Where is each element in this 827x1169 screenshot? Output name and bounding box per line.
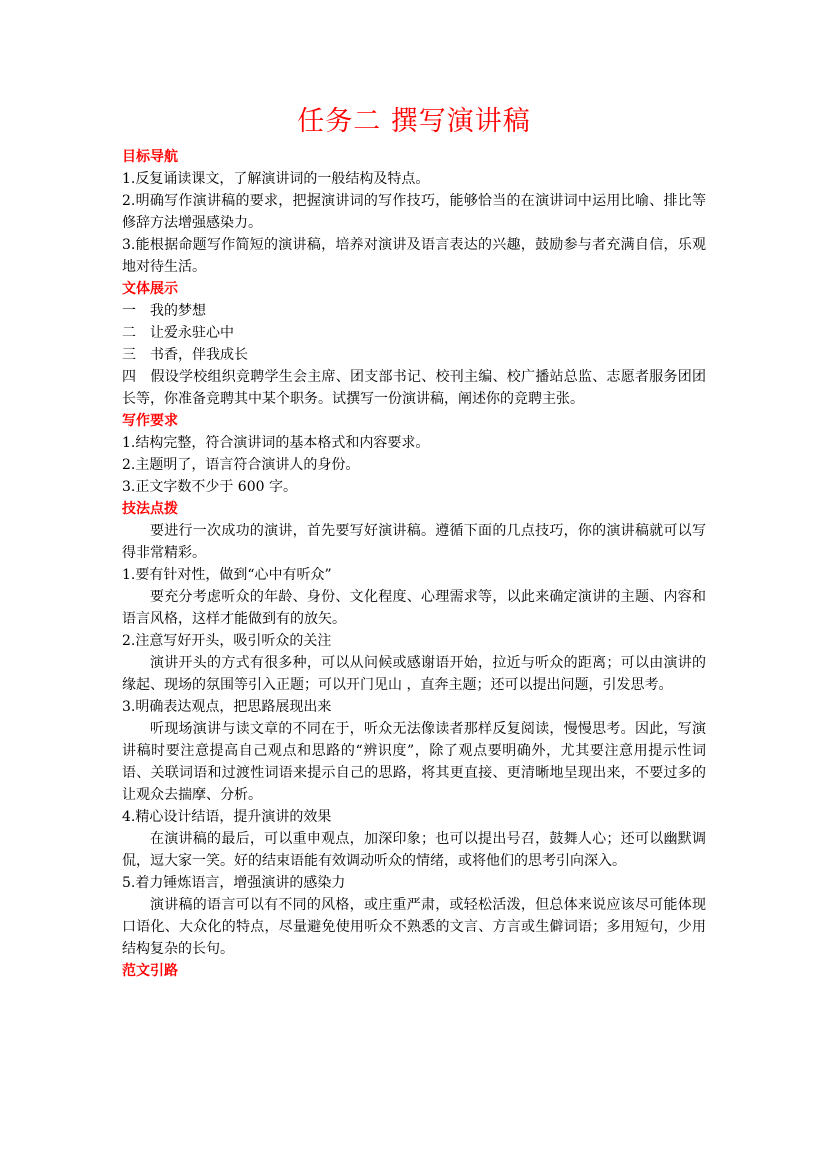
tip-body: 要充分考虑听众的年龄、身份、文化程度、心理需求等，以此来确定演讲的主题、内容和语言风格，这样才能做到有的放矢。 [122, 589, 706, 627]
document-page [122, 100, 706, 982]
section-heading-tips: 技法点拨 [122, 501, 178, 517]
tip-body: 听现场演讲与读文章的不同在于，听众无法像读者那样反复阅读，慢慢思考。因此，写演讲稿时要注意提高自己观点和思路的“辨识度”，除了观点要明确外，尤其要注意用提示性词语、关联词语和过渡性词语来提示自己的思路，将其更直接、更清晰地呈现出来，不要过多的让观众去揣摩、分析。 [122, 721, 706, 803]
topic-item: 一 我的梦想 [122, 303, 206, 319]
tips-intro: 要进行一次成功的演讲，首先要写好演讲稿。遵循下面的几点技巧，你的演讲稿就可以写得非常精彩。 [122, 523, 706, 561]
tip-title: 2.注意写好开头，吸引听众的关注 [122, 633, 332, 649]
topic-item: 四 假设学校组织竞聘学生会主席、团支部书记、校刊主编、校广播站总监、志愿者服务团团长等，你准备竞聘其中某个职务。试撰写一份演讲稿，阐述你的竞聘主张。 [122, 369, 706, 407]
page-title: 任务二 撰写演讲稿 [297, 106, 531, 137]
requirement-item: 3.正文字数不少于 600 字。 [122, 479, 297, 495]
section-heading-requirements: 写作要求 [122, 413, 178, 429]
goal-item: 1.反复诵读课文，了解演讲词的一般结构及特点。 [122, 171, 430, 187]
requirement-item: 2.主题明了，语言符合演讲人的身份。 [122, 457, 360, 473]
section-heading-sample: 范文引路 [122, 963, 178, 979]
goal-item: 3.能根据命题写作简短的演讲稿，培养对演讲及语言表达的兴趣，鼓励参与者充满自信，乐观地对待生活。 [122, 237, 706, 275]
section-heading-goals: 目标导航 [122, 149, 178, 165]
tip-title: 3.明确表达观点，把思路展现出来 [122, 699, 332, 715]
requirement-item: 1.结构完整，符合演讲词的基本格式和内容要求。 [122, 435, 430, 451]
tip-body: 演讲开头的方式有很多种，可以从问候或感谢语开始，拉近与听众的距离；可以由演讲的缘起、现场的氛围等引入正题；可以开门见山 ，直奔主题；还可以提出问题，引发思考。 [122, 655, 706, 693]
tip-body: 演讲稿的语言可以有不同的风格，或庄重严肃，或轻松活泼，但总体来说应该尽可能体现口语化、大众化的特点，尽量避免使用听众不熟悉的文言、方言或生僻词语；多用短句，少用结构复杂的长句。 [122, 897, 706, 957]
topic-item: 三 书香，伴我成长 [122, 347, 248, 363]
section-heading-topics: 文体展示 [122, 281, 178, 297]
goal-item: 2.明确写作演讲稿的要求，把握演讲词的写作技巧，能够恰当的在演讲词中运用比喻、排比等修辞方法增强感染力。 [122, 193, 706, 231]
tip-title: 5.着力锤炼语言，增强演讲的感染力 [122, 875, 346, 891]
tip-title: 1.要有针对性，做到“心中有听众” [122, 567, 332, 583]
tip-title: 4.精心设计结语，提升演讲的效果 [122, 809, 332, 825]
tip-body: 在演讲稿的最后，可以重申观点，加深印象；也可以提出号召，鼓舞人心；还可以幽默调侃，逗大家一笑。好的结束语能有效调动听众的情绪，或将他们的思考引向深入。 [122, 831, 706, 869]
topic-item: 二 让爱永驻心中 [122, 325, 234, 341]
